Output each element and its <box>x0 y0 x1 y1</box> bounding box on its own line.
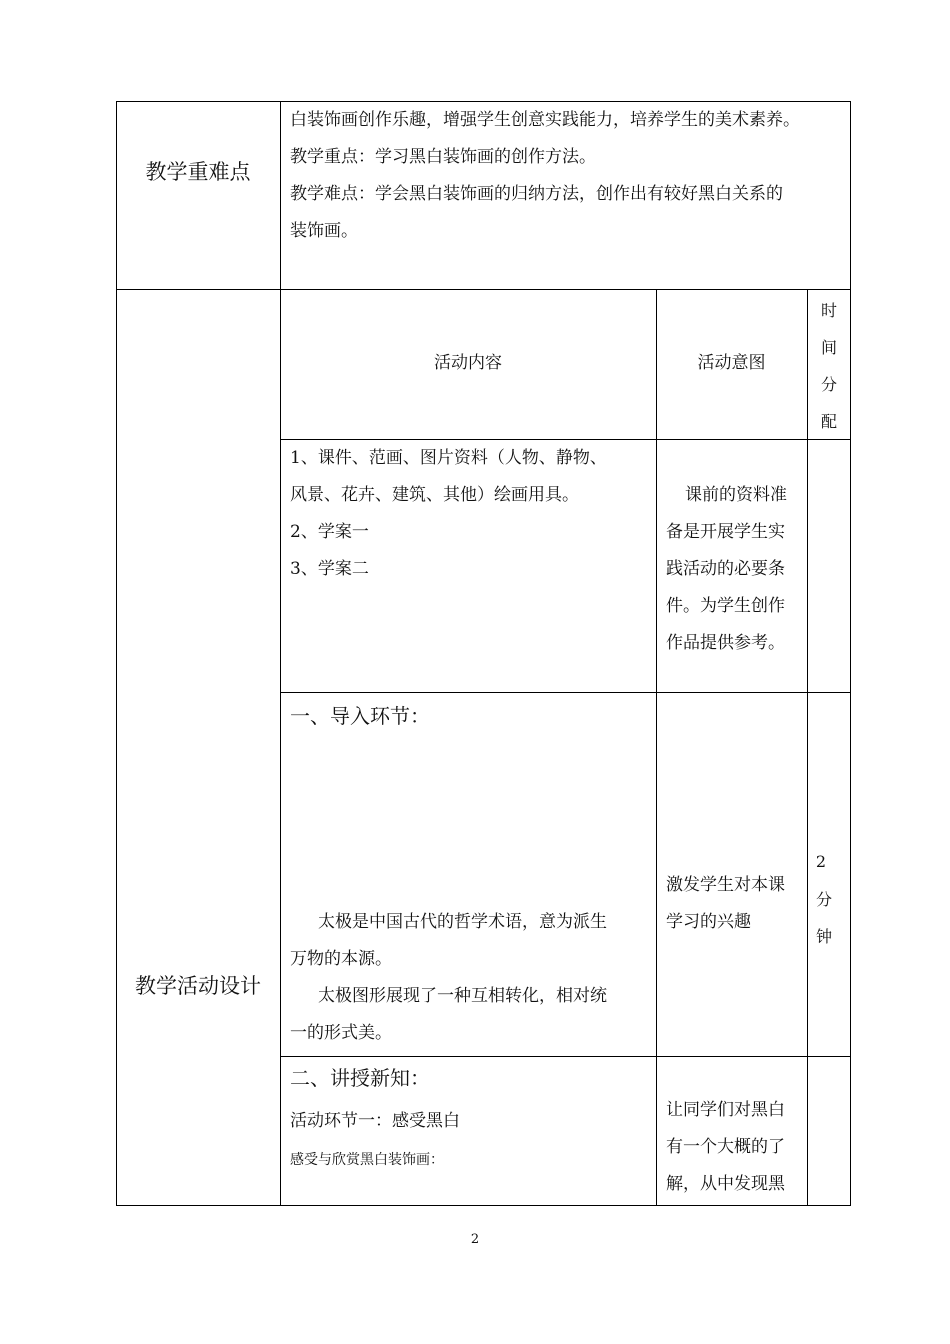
intro-time-char-3: 钟 <box>815 927 832 946</box>
materials-line-3: 2、学案一 <box>290 522 369 542</box>
new-knowledge-intent-line-1: 让同学们对黑白 <box>666 1100 785 1120</box>
intro-line-3: 太极图形展现了一种互相转化，相对统 <box>318 986 607 1006</box>
new-knowledge-heading: 二、讲授新知： <box>290 1066 430 1090</box>
intro-line-4: 一的形式美。 <box>290 1023 392 1043</box>
row-divider-materials <box>280 692 851 693</box>
new-knowledge-subtext: 感受与欣赏黑白装饰画： <box>290 1152 444 1168</box>
intro-intent-line-2: 学习的兴趣 <box>666 912 751 932</box>
intro-line-2: 万物的本源。 <box>290 949 392 969</box>
key-points-label-cell <box>116 101 280 289</box>
key-points-line-1: 白装饰画创作乐趣，增强学生创意实践能力，培养学生的美术素养。 <box>290 110 800 130</box>
table-bottom-border <box>116 1205 851 1206</box>
intro-time-char-1: 2 <box>815 852 827 871</box>
key-points-line-2: 教学重点：学习黑白装饰画的创作方法。 <box>290 147 596 167</box>
materials-intent-line-2: 备是开展学生实 <box>666 522 785 542</box>
header-activity-intent: 活动意图 <box>697 353 766 373</box>
key-points-content-cell <box>280 101 850 289</box>
new-knowledge-intent-line-2: 有一个大概的了 <box>666 1137 785 1157</box>
header-time-char-4: 配 <box>820 412 837 431</box>
key-points-line-4: 装饰画。 <box>290 221 358 241</box>
new-knowledge-intent-line-3: 解，从中发现黑 <box>666 1174 785 1194</box>
header-time-char-1: 时 <box>820 301 837 320</box>
intro-heading: 一、导入环节： <box>290 704 430 728</box>
new-knowledge-subheading: 活动环节一：感受黑白 <box>290 1111 460 1131</box>
key-points-line-3: 教学难点：学会黑白装饰画的归纳方法，创作出有较好黑白关系的 <box>290 184 783 204</box>
row-divider-intro <box>280 1056 851 1057</box>
table-right-border <box>850 101 851 1206</box>
materials-line-2: 风景、花卉、建筑、其他）绘画用具。 <box>290 485 579 505</box>
content-column-divider <box>656 289 657 1206</box>
intro-time-char-2: 分 <box>815 890 832 909</box>
materials-intent-line-5: 作品提供参考。 <box>666 633 785 653</box>
activity-design-label: 教学活动设计 <box>135 974 261 998</box>
intro-line-1: 太极是中国古代的哲学术语，意为派生 <box>318 912 607 932</box>
page-number: 2 <box>470 1232 480 1247</box>
key-points-label: 教学重难点 <box>145 160 251 184</box>
materials-intent-line-4: 件。为学生创作 <box>666 596 785 616</box>
materials-line-1: 1、课件、范画、图片资料（人物、静物、 <box>290 448 607 468</box>
header-time-char-2: 间 <box>820 338 837 357</box>
intro-intent-line-1: 激发学生对本课 <box>666 875 785 895</box>
materials-intent-line-3: 践活动的必要条 <box>666 559 785 579</box>
header-time-char-3: 分 <box>820 375 837 394</box>
materials-line-4: 3、学案二 <box>290 559 369 579</box>
header-activity-content: 活动内容 <box>434 353 502 373</box>
row-divider-section <box>116 289 851 290</box>
materials-intent-line-1: 课前的资料准 <box>685 485 787 505</box>
